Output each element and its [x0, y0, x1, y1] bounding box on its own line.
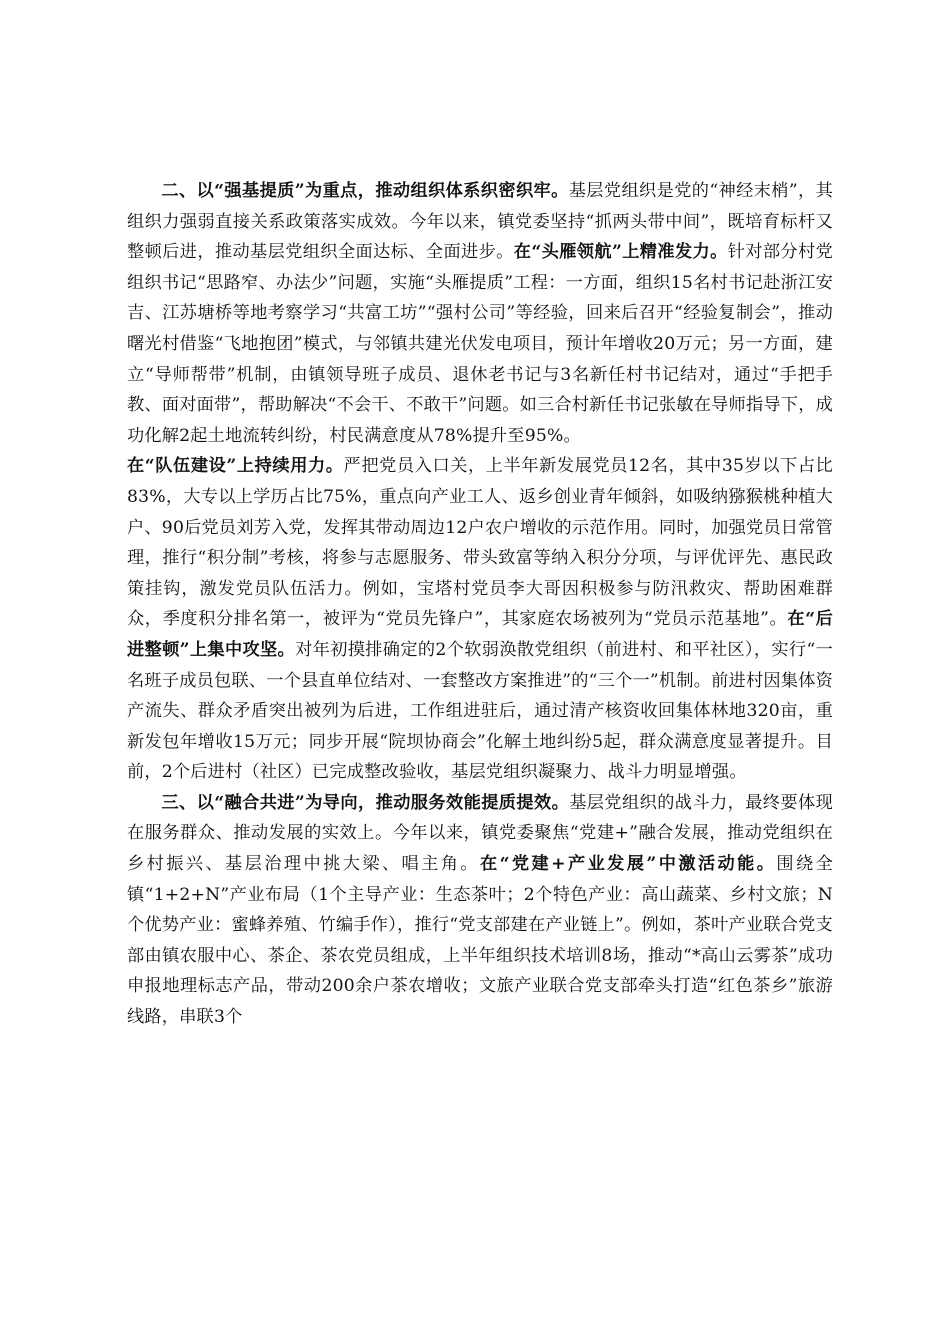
section-2-sub3-text: 对年初摸排确定的2个软弱涣散党组织（前进村、和平社区），实行“一名班子成员包联、一个县直单位结对、一套整改方案推进”的“三个一”机制。前进村因集体资产流失、群众矛盾突出被列为后进，工作组进驻后，通过清产核资收回集体林地320亩，重新发包年增收15万元；同步开展“院坝协商会”化解土地纠纷5起，群众满意度显著提升。目前，2个后进村（社区）已完成整改验收，基层党组织凝聚力、战斗力明显增强。	[127, 639, 833, 783]
section-2-continuation	[127, 451, 833, 788]
section-2-sub1-title: 在“头雁领航”上精准发力。	[513, 242, 728, 263]
section-2-paragraph	[127, 176, 833, 451]
section-2-sub2-text: 严把党员入口关，上半年新发展党员12名，其中35岁以下占比83%，大专以上学历占比75%，重点向产业工人、返乡创业青年倾斜，如吸纳猕猴桃种植大户、90后党员刘芳入党，发挥其带动周边12户农户增收的示范作用。同时，加强党员日常管理，推行“积分制”考核，将参与志愿服务、带头致富等纳入积分分项，与评优评先、惠民政策挂钩，激发党员队伍活力。例如，宝塔村党员李大哥因积极参与防汛救灾、帮助困难群众，季度积分排名第一，被评为“党员先锋户”，其家庭农场被列为“党员示范基地”。	[127, 456, 833, 630]
section-3-sub1-text: 围绕全镇“1+2+N”产业布局（1个主导产业：生态茶叶；2个特色产业：高山蔬菜、乡村文旅；N个优势产业：蜜蜂养殖、竹编手作），推行“党支部建在产业链上”。例如，茶叶产业联合党支部由镇农服中心、茶企、茶农党员组成，上半年组织技术培训8场，推动“*高山云雾茶”成功申报地理标志产品，带动200余户茶农增收；文旅产业联合党支部牵头打造“红色茶乡”旅游线路，串联3个	[127, 854, 833, 1028]
section-2-sub2-title: 在“队伍建设”上持续用力。	[127, 456, 344, 477]
section-2-heading: 二、以“强基提质”为重点，推动组织体系织密织牢。	[161, 181, 569, 201]
section-3-intro: 基层党组织的战斗力，最终要体现在服务群众、推动发展的实效上。今年以来，镇党委聚焦“党建+”融合发展，推动党组织在乡村振兴、基层治理中挑大梁、唱主角。	[127, 792, 833, 875]
section-3-heading: 三、以“融合共进”为导向，推动服务效能提质提效。	[161, 792, 570, 813]
section-2-sub3-title: 在“后进整顿”上集中攻坚。	[127, 609, 833, 660]
document-page	[127, 176, 833, 1033]
section-2-intro: 基层党组织是党的“神经末梢”，其组织力强弱直接关系政策落实成效。今年以来，镇党委坚持“抓两头带中间”，既培育标杆又整顿后进，推动基层党组织全面达标、全面进步。	[127, 181, 834, 263]
section-3-paragraph	[127, 788, 833, 1033]
section-2-sub1-text: 针对部分村党组织书记“思路窄、办法少”问题，实施“头雁提质”工程：一方面，组织15名村书记赴浙江安吉、江苏塘桥等地考察学习“共富工坊”“强村公司”等经验，回来后召开“经验复制会”，推动曙光村借鉴“飞地抱团”模式，与邻镇共建光伏发电项目，预计年增收20万元；另一方面，建立“导师帮带”机制，由镇领导班子成员、退休老书记与3名新任村书记结对，通过“手把手教、面对面带”，帮助解决“不会干、不敢干”问题。如三合村新任书记张敏在导师指导下，成功化解2起土地流转纠纷，村民满意度从78%提升至95%。	[127, 242, 834, 446]
section-3-sub1-title: 在“党建+产业发展”中激活动能。	[480, 854, 777, 875]
